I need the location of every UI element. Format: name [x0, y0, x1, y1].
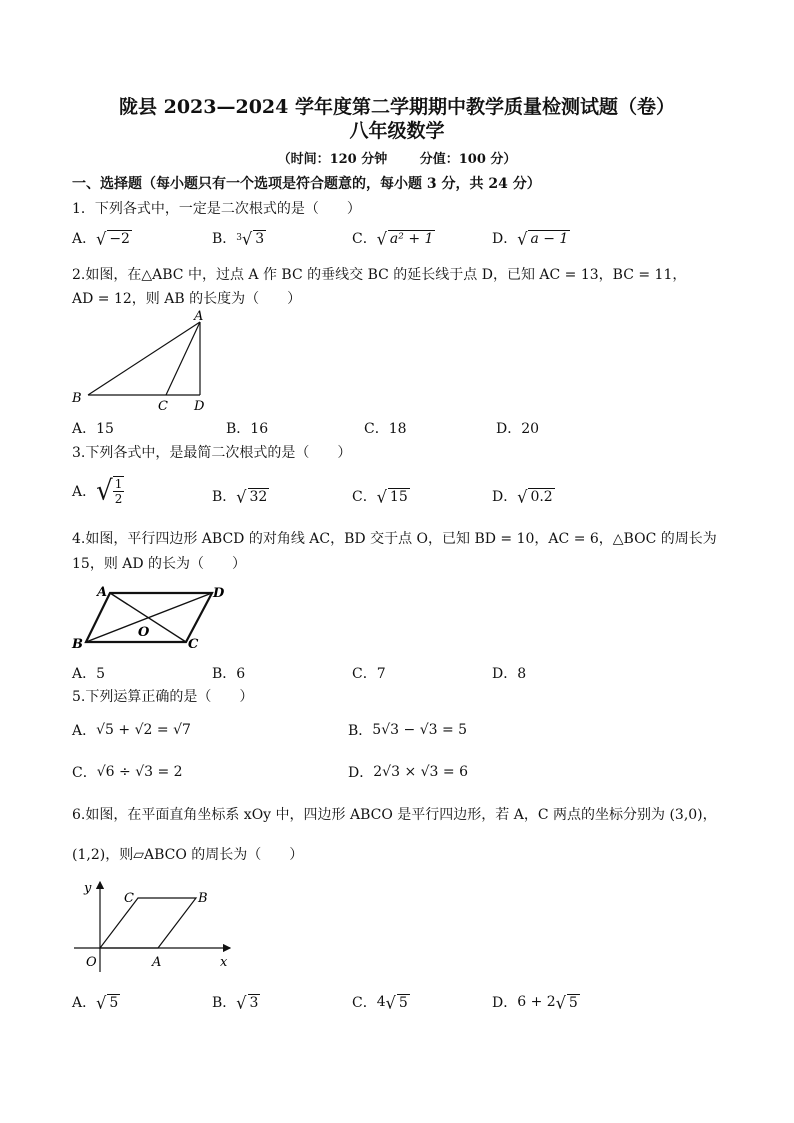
parallelogram-figure	[70, 580, 235, 654]
radical-sign: √	[385, 992, 396, 1012]
radicand: 5	[568, 994, 578, 1011]
radical-sign: √	[555, 992, 566, 1012]
q5-option-c	[72, 762, 183, 782]
radicand: 32	[249, 488, 268, 505]
expr-op: =	[156, 722, 169, 738]
radicand: a² + 1	[389, 230, 434, 247]
expr-term: √2	[134, 722, 153, 738]
radicand: 3	[255, 230, 265, 247]
expr-term: √5	[96, 722, 114, 738]
radicand: −2	[109, 230, 130, 247]
q5-option-b	[348, 720, 467, 740]
q1-option-c	[352, 228, 435, 248]
question-4-stem-line2: 15，则 AD 的长为（ ）	[72, 556, 247, 572]
option-label: A．	[72, 723, 97, 739]
q4-option-b: B．6	[212, 666, 246, 682]
expr-term: √3	[419, 722, 438, 738]
q6-option-c	[352, 992, 410, 1012]
q4-option-c: C．7	[352, 666, 386, 682]
option-label: A．	[72, 484, 97, 500]
expr-term: 5√3	[372, 722, 400, 738]
radicand: 15	[389, 488, 408, 505]
radical-sign: √	[376, 486, 387, 506]
question-6-stem-line1: 6.如图，在平面直角坐标系 xOy 中，四边形 ABCO 是平行四边形，若 A，C 两点的坐标分别为 (3,0)，	[72, 807, 717, 823]
expr-term: 2	[173, 764, 183, 780]
question-6-stem-line2: (1,2)，则▱ABCO 的周长为（ ）	[72, 847, 304, 863]
label-A: A	[152, 955, 162, 970]
exam-subtitle: 八年级数学	[349, 120, 445, 142]
label-A: A	[97, 585, 108, 600]
radical-sign: √	[96, 475, 113, 507]
label-B: B	[198, 891, 208, 906]
q3-option-a	[72, 476, 124, 506]
label-x: x	[220, 955, 228, 970]
q5-option-d	[348, 762, 468, 782]
radicand: 5	[398, 994, 408, 1011]
q6-option-d	[492, 992, 580, 1012]
option-label: B．	[212, 489, 237, 505]
expr-op: =	[441, 722, 454, 738]
label-C: C	[188, 637, 199, 652]
radical-sign: √	[96, 228, 107, 248]
q2-option-c: C．18	[364, 421, 407, 437]
label-O: O	[138, 625, 150, 640]
radical-sign: √	[96, 992, 107, 1012]
label-O: O	[86, 955, 97, 970]
expr-term: √7	[173, 722, 191, 738]
fraction	[113, 476, 125, 506]
q6-option-a	[72, 992, 120, 1012]
q1-option-d	[492, 228, 570, 248]
option-label: D．	[348, 765, 374, 781]
q1-option-b	[212, 228, 266, 248]
expr-op: =	[442, 764, 455, 780]
exam-time: （时间：120 分钟	[277, 152, 388, 167]
option-label: A．	[72, 995, 97, 1011]
option-label: A．	[72, 231, 97, 247]
option-label: D．	[492, 995, 518, 1011]
option-label: C．	[352, 489, 377, 505]
question-2-stem-line1: 2.如图，在△ABC 中，过点 A 作 BC 的垂线交 BC 的延长线于点 D，已知 AC = 13，BC = 11，	[72, 267, 687, 283]
option-label: B．	[212, 231, 237, 247]
expr-term: √3	[420, 764, 439, 780]
option-label: B．	[212, 995, 237, 1011]
option-label: D．	[492, 489, 518, 505]
expr-op: ×	[404, 764, 417, 780]
expr-term: 2√3	[373, 764, 400, 780]
coefficient: 4	[376, 994, 386, 1010]
q3-option-c	[352, 486, 410, 506]
option-label: C．	[352, 995, 377, 1011]
coordinate-figure	[70, 876, 240, 976]
q2-option-d: D．20	[496, 421, 540, 437]
expr-op: +	[118, 722, 131, 738]
option-label: C．	[352, 231, 377, 247]
radical-sign: √	[242, 228, 253, 248]
question-4-stem-line1: 4.如图，平行四边形 ABCD 的对角线 AC，BD 交于点 O，已知 BD = 10，AC = 6，△BOC 的周长为	[72, 531, 717, 547]
q6-option-b	[212, 992, 260, 1012]
q2-option-b: B．16	[226, 421, 269, 437]
option-label: D．	[492, 231, 518, 247]
radicand: 0.2	[530, 488, 553, 505]
root-index: 3	[236, 233, 243, 243]
denominator: 2	[114, 492, 123, 506]
radical-sign: √	[517, 486, 528, 506]
expr-op: ÷	[119, 764, 131, 780]
question-3-stem: 3.下列各式中，是最简二次根式的是（ ）	[72, 445, 352, 461]
expr-term: √6	[96, 764, 115, 780]
radicand: 5	[109, 994, 119, 1011]
expr-term: √3	[135, 764, 154, 780]
q3-option-b	[212, 486, 269, 506]
radicand: a − 1	[530, 230, 569, 247]
radicand: 3	[249, 994, 259, 1011]
question-5-stem: 5.下列运算正确的是（ ）	[72, 689, 254, 705]
radical-sign: √	[376, 228, 387, 248]
triangle-figure	[70, 308, 220, 414]
exam-title: 陇县 2023—2024 学年度第二学期期中教学质量检测试题（卷）	[119, 96, 675, 118]
expr-op: =	[157, 764, 170, 780]
q3-option-d	[492, 486, 555, 506]
radical-sign: √	[236, 992, 247, 1012]
label-C: C	[124, 891, 134, 906]
q1-option-a	[72, 228, 132, 248]
numerator: 1	[114, 477, 123, 491]
label-B: B	[72, 637, 83, 652]
label-D: D	[194, 399, 205, 414]
expr-term: 5	[458, 722, 468, 738]
coefficient: 6 + 2	[517, 994, 556, 1010]
question-1-stem: 1．下列各式中，一定是二次根式的是（ ）	[72, 201, 361, 217]
q2-option-a: A．15	[72, 421, 114, 437]
option-label: C．	[72, 765, 97, 781]
expr-op: −	[403, 722, 416, 738]
q4-option-d: D．8	[492, 666, 527, 682]
label-B: B	[72, 391, 82, 406]
exam-meta	[0, 148, 794, 167]
question-2-stem-line2: AD = 12，则 AB 的长度为（ ）	[72, 291, 302, 307]
label-D: D	[213, 586, 225, 601]
label-A: A	[194, 309, 204, 324]
expr-term: 6	[459, 764, 469, 780]
section-heading: 一、选择题（每小题只有一个选项是符合题意的，每小题 3 分，共 24 分）	[72, 176, 541, 192]
label-C: C	[158, 399, 168, 414]
q4-option-a: A．5	[72, 666, 106, 682]
exam-score: 分值：100 分）	[419, 152, 517, 167]
radical-sign: √	[236, 486, 247, 506]
label-y: y	[84, 881, 92, 896]
radical-sign: √	[517, 228, 528, 248]
q5-option-a	[72, 720, 191, 740]
option-label: B．	[348, 723, 373, 739]
